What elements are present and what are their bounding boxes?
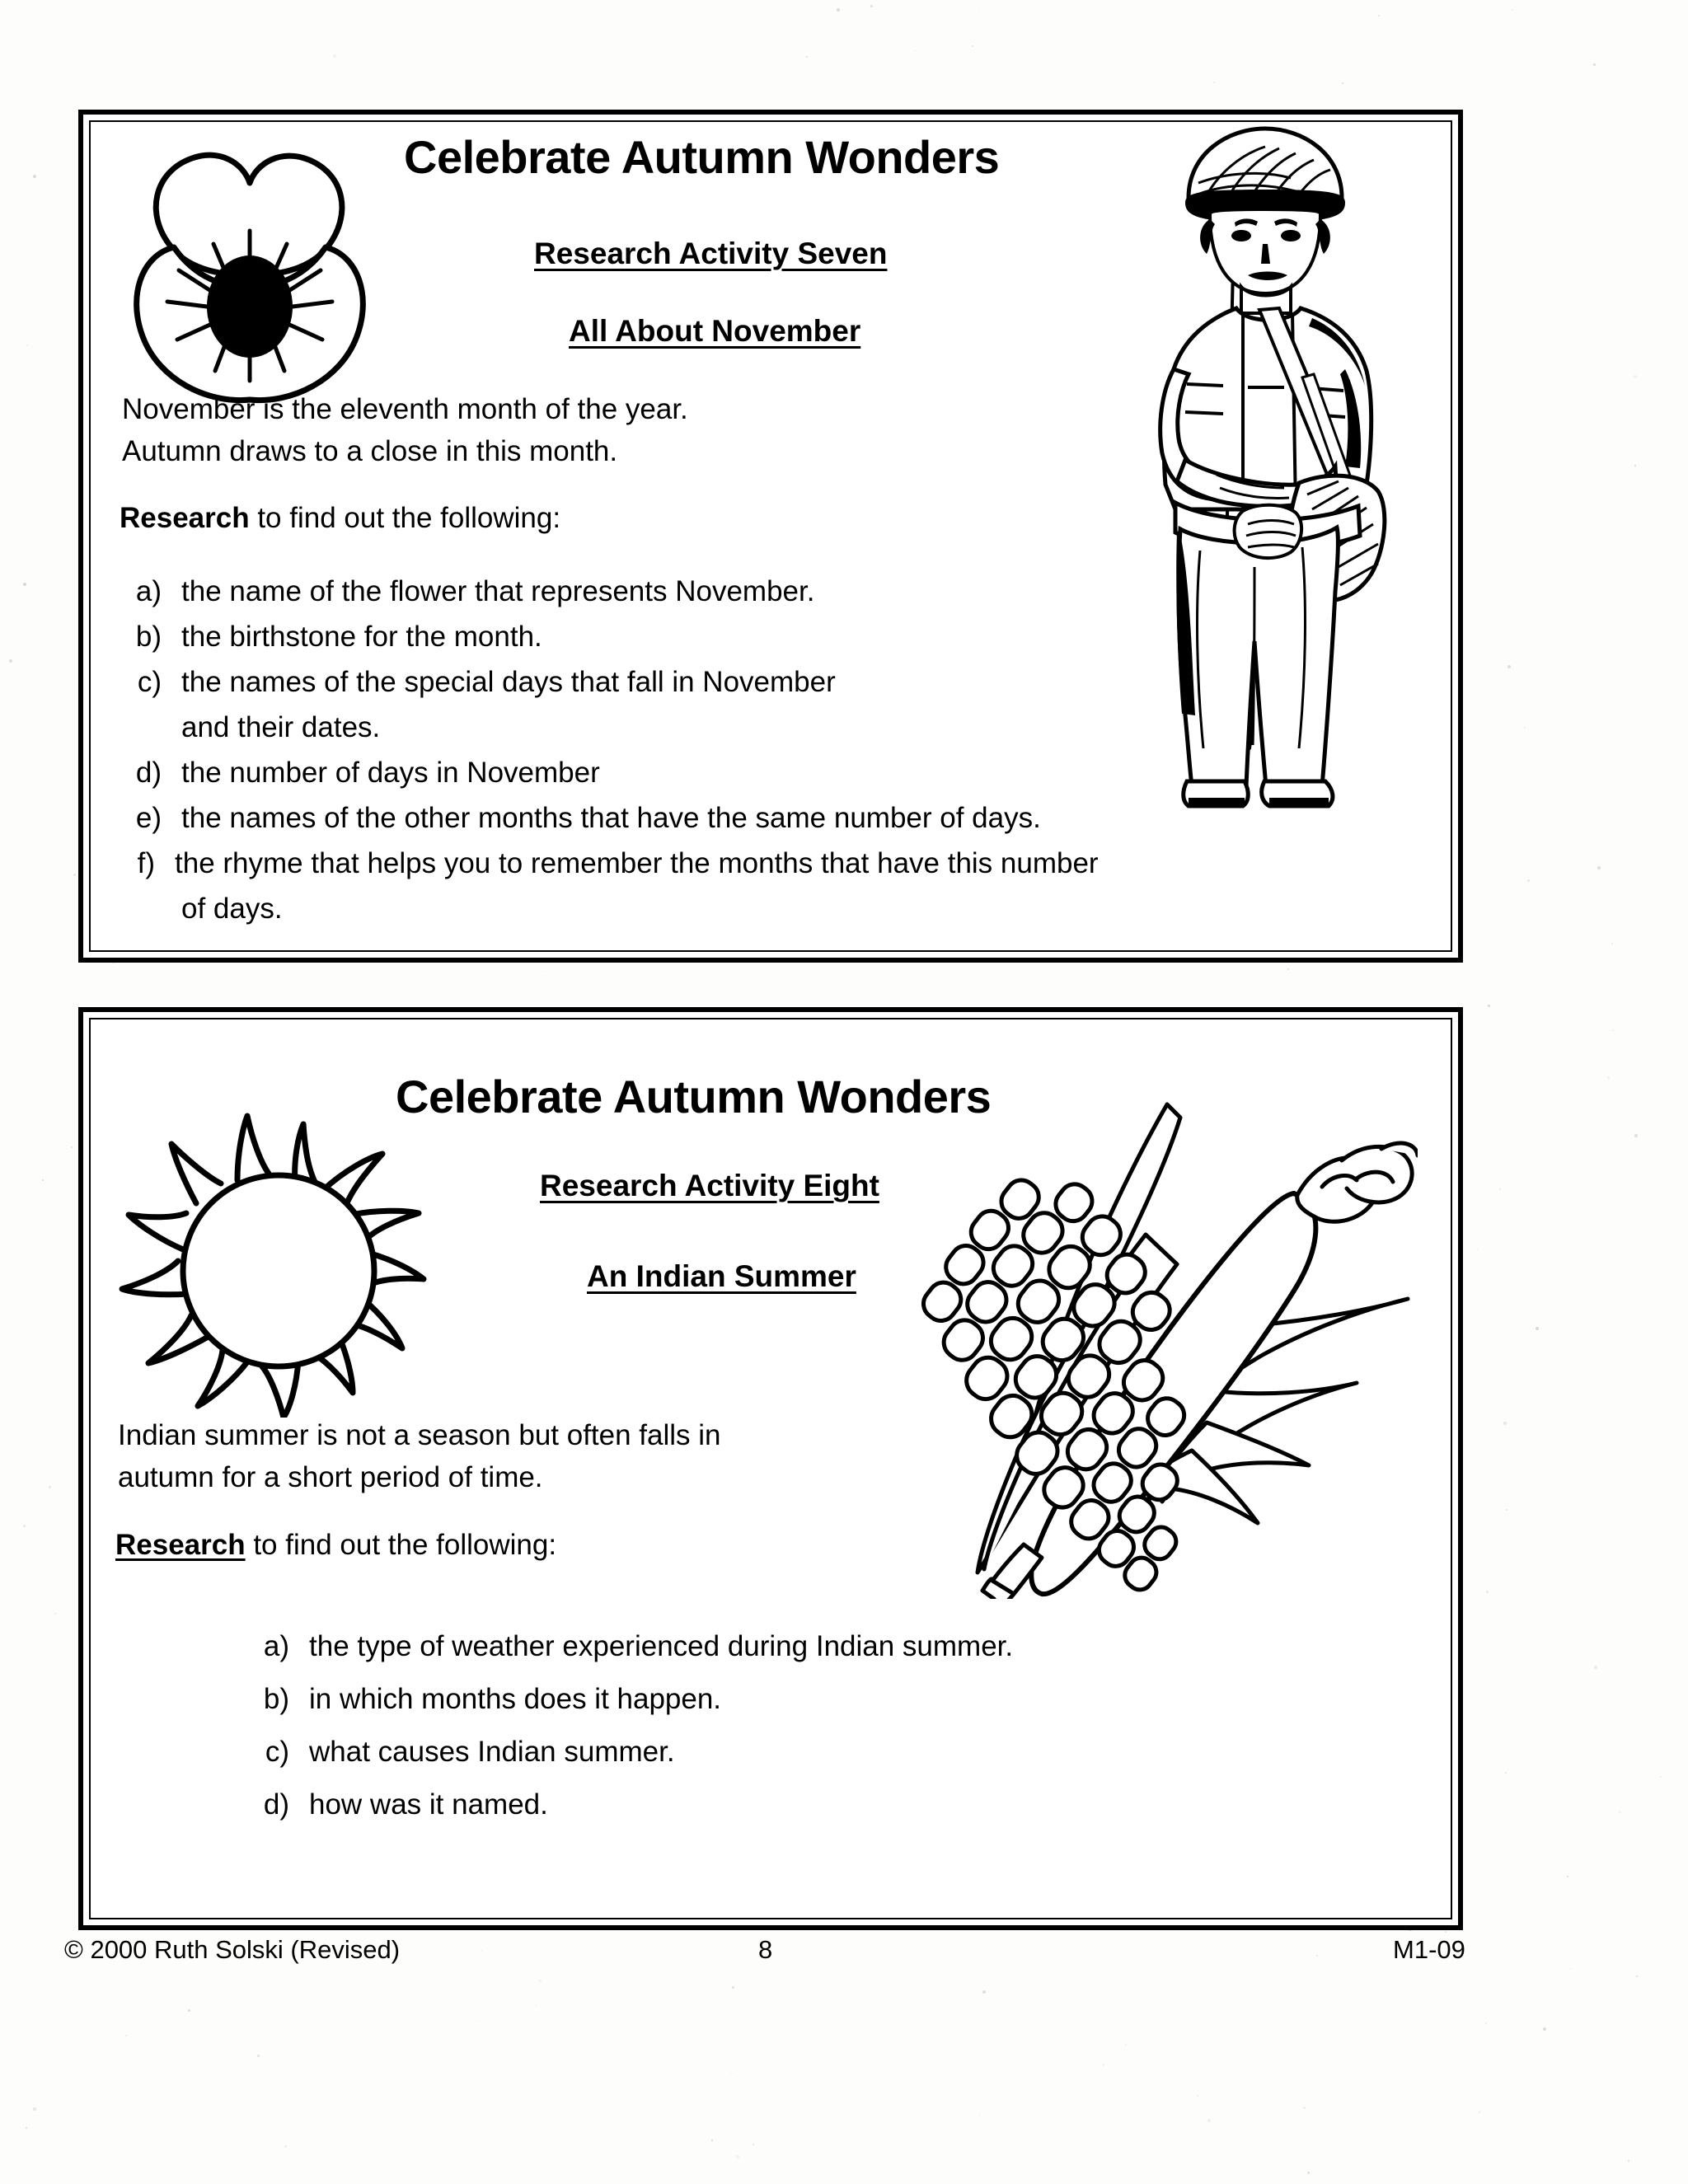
list-marker: c) <box>265 1736 289 1768</box>
list-marker: d) <box>135 757 162 789</box>
list-marker: c) <box>137 666 162 698</box>
list-marker: a) <box>135 575 162 607</box>
list-marker: b) <box>263 1683 289 1715</box>
card-two-research-rest: to find out the following: <box>245 1529 557 1561</box>
list-marker: d) <box>263 1788 289 1821</box>
list-marker: f) <box>137 847 155 879</box>
card-two-research-lead <box>115 1529 556 1562</box>
list-text: in which months does it happen. <box>309 1683 722 1715</box>
list-text: the names of the special days that fall in November <box>181 666 836 698</box>
list-marker: a) <box>263 1630 289 1662</box>
card-one-title: Celebrate Autumn Wonders <box>404 131 1000 183</box>
card-two-intro-line-1: Indian summer is not a season but often falls in <box>118 1419 721 1451</box>
sun-icon <box>107 1088 453 1418</box>
card-one-research-rest: to find out the following: <box>249 502 561 534</box>
card-two-title: Celebrate Autumn Wonders <box>396 1071 992 1122</box>
footer-code: M1-09 <box>1393 1935 1465 1964</box>
list-text: the number of days in November <box>181 757 600 789</box>
list-text: the type of weather experienced during Indian summer. <box>309 1630 1014 1662</box>
card-two-activity-subtitle: Research Activity Eight <box>540 1169 879 1202</box>
card-one-topic-subtitle: All About November <box>569 314 861 348</box>
card-one-intro-line-2: Autumn draws to a close in this month. <box>122 435 618 467</box>
card-one-intro-line-1: November is the eleventh month of the year. <box>122 393 688 425</box>
list-marker: b) <box>135 621 162 653</box>
list-text: the birthstone for the month. <box>181 621 542 653</box>
list-marker: e) <box>135 802 162 834</box>
card-two-intro-line-2: autumn for a short period of time. <box>118 1461 543 1493</box>
corn-cob-icon <box>890 1063 1418 1599</box>
list-text: what causes Indian summer. <box>309 1736 675 1768</box>
list-text: the rhyme that helps you to remember the months that have this number <box>175 847 1099 879</box>
footer-page-number: 8 <box>758 1935 773 1964</box>
poppy-flower-icon <box>111 124 392 412</box>
card-one-research-lead <box>120 502 560 535</box>
list-text: how was it named. <box>309 1788 548 1821</box>
card-two-research-word: Research <box>115 1529 246 1561</box>
list-text: the name of the flower that represents November. <box>181 575 815 607</box>
footer-copyright: © 2000 Ruth Solski (Revised) <box>64 1935 401 1964</box>
list-text: the names of the other months that have the same number of days. <box>181 802 1041 834</box>
card-two-topic-subtitle: An Indian Summer <box>587 1259 856 1293</box>
list-text: of days. <box>181 893 283 925</box>
card-one-research-word: Research <box>120 502 250 534</box>
card-one-activity-subtitle: Research Activity Seven <box>534 237 888 270</box>
soldier-illustration <box>1137 122 1409 814</box>
list-text: and their dates. <box>181 711 381 743</box>
